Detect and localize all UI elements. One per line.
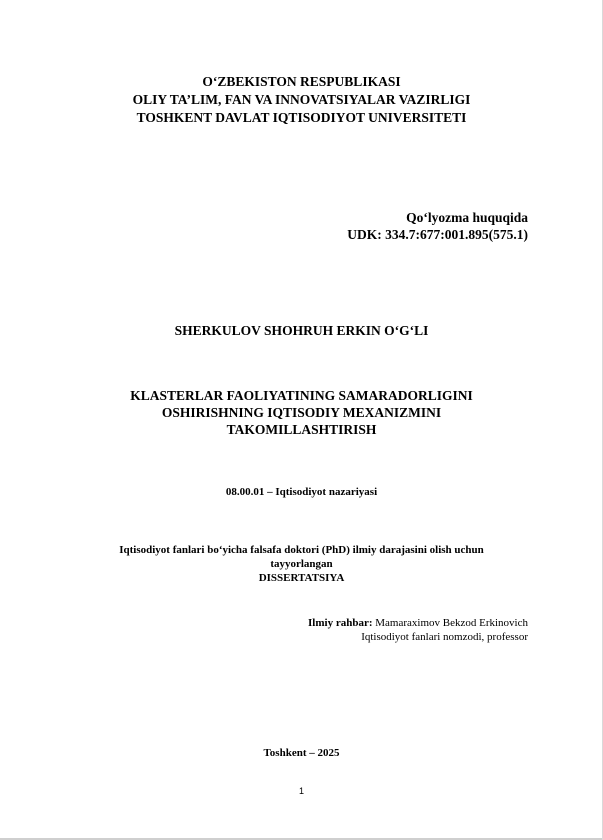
ministry-name: OLIY TA’LIM, FAN VA INNOVATSIYALAR VAZIRLIGI	[132, 92, 471, 107]
title-line-1: KLASTERLAR FAOLIYATINING SAMARADORLIGINI	[130, 388, 473, 403]
supervisor-position: Iqtisodiyot fanlari nomzodi, professor	[361, 631, 528, 643]
place-year: Toshkent – 2025	[263, 747, 340, 759]
supervisor-label: Ilmiy rahbar:	[308, 617, 373, 629]
title-line-3: TAKOMILLASHTIRISH	[226, 422, 377, 437]
supervisor-line	[308, 616, 528, 630]
specialty-code: 08.00.01 – Iqtisodiyot nazariyasi	[225, 486, 378, 498]
manuscript-rights: Qo‘lyozma huquqida	[406, 210, 528, 225]
supervisor-name: Mamaraximov Bekzod Erkinovich	[372, 617, 528, 629]
udk-code: UDK: 334.7:677:001.895(575.1)	[347, 227, 528, 242]
manuscript-block	[347, 209, 528, 243]
author-name: SHERKULOV SHOHRUH ERKIN O‘G‘LI	[174, 323, 429, 338]
degree-line-3: DISSERTATSIYA	[258, 572, 345, 584]
supervisor-block	[308, 616, 528, 644]
degree-line-1: Iqtisodiyot fanlari bo‘yicha falsafa doktori (PhD) ilmiy darajasini olish uchun	[119, 544, 484, 556]
degree-statement	[0, 543, 603, 585]
page-number: 1	[298, 786, 304, 796]
degree-line-2: tayyorlangan	[270, 558, 333, 570]
institution-header	[0, 73, 603, 127]
university-name: TOSHKENT DAVLAT IQTISODIYOT UNIVERSITETI	[136, 110, 467, 125]
country-name: O‘ZBEKISTON RESPUBLIKASI	[202, 74, 401, 89]
title-line-2: OSHIRISHNING IQTISODIY MEXANIZMINI	[161, 405, 442, 420]
dissertation-title	[0, 387, 603, 438]
